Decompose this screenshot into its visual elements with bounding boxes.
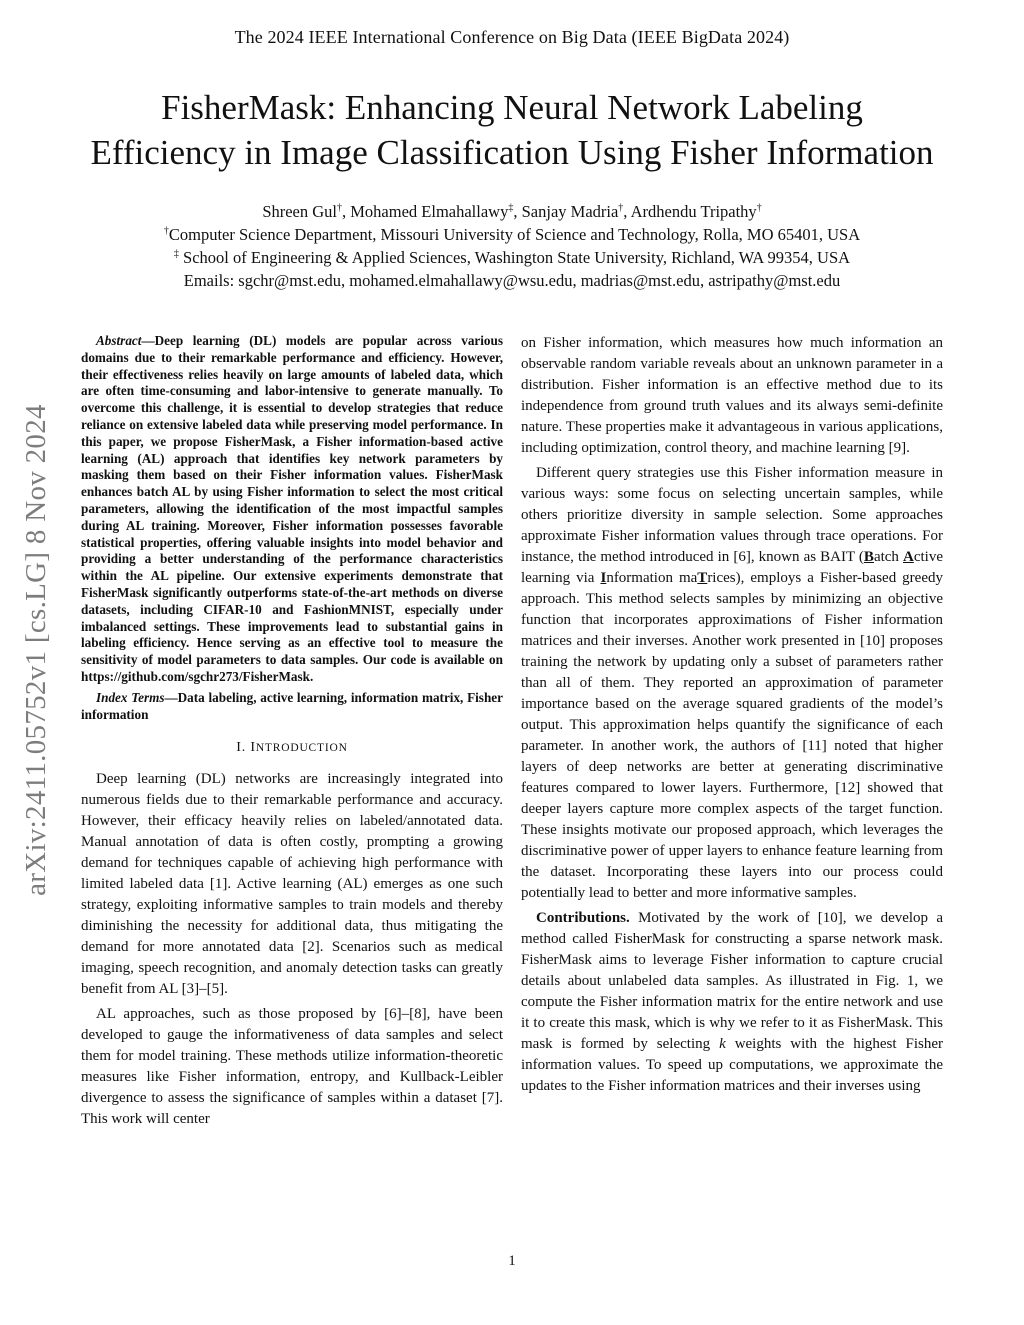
contributions-label: Contributions. [536, 910, 630, 926]
affiliation-mark: ‡ [508, 202, 514, 214]
intro-paragraph: Deep learning (DL) networks are increasingly integrated into numerous fields due to their remarkable performance and accuracy. However, their efficacy heavily relies on labeled/annotated data. Manual annotation of data is often costly, prompting a growing demand for techniques capable of achieving high performance with limited labeled data [1]. Active learning (AL) emerges as one such strategy, exploiting informative samples to train models and thereby diminishing the necessity for additional data, thus mitigating the demand for more annotated data [2]. Scenarios such as medical imaging, speech recognition, and anomaly detection tasks can greatly benefit from AL [3]–[5]. [81, 771, 503, 998]
affiliation-1 [0, 223, 1024, 246]
author-name: Shreen Gul [262, 202, 338, 221]
author-name: Ardhendu Tripathy [630, 202, 757, 221]
author-separator: , [342, 202, 351, 221]
acronym-letter: B [863, 549, 874, 565]
intro-paragraph: AL approaches, such as those proposed by [6]–[8], have been developed to gauge the informativeness of data samples and select them for model training. These methods utilize information-theoretic measures like Fisher information, entropy, and Kullback-Leibler divergence to assess the significance of samples within a dataset [7]. This work will center [81, 1006, 503, 1128]
title-line-1: FisherMask: Enhancing Neural Network Labeling [161, 88, 863, 127]
acronym-letter: I [600, 570, 607, 586]
index-terms-label: Index Terms [96, 689, 165, 705]
text-run: weights with the highest Fisher information values. To speed up computations, we approximate the updates to the Fisher information matrices and their inverses using [521, 1036, 943, 1094]
text-run: Motivated by the work of [10], we develop a method called FisherMask for constructing a sparse network mask. FisherMask aims to leverage Fisher information to capture crucial details about unlabeled data samples. As illustrated in Fig. 1, we compute the Fisher information matrix for the entire network and use it to create this mask, which is why we refer to it as FisherMask. This mask is formed by selecting [521, 910, 943, 1052]
acronym-letter: T [697, 570, 708, 586]
paper-title [40, 85, 984, 175]
affiliation-mark: † [337, 202, 343, 214]
text-run: nformation ma [606, 570, 698, 586]
abstract-label: Abstract [96, 333, 142, 348]
index-terms [81, 690, 503, 724]
text-run: rices) [707, 570, 741, 586]
section-heading-introduction [81, 737, 503, 759]
author-separator: , [513, 202, 522, 221]
body-paragraph: on Fisher information, which measures how much information an observable random variable reveals about an unknown parameter in a distribution. Fisher information is an effective method due to its independence from ground truth values and its always semi-definite nature. These properties make it advantageous in various applications, including optimization, control theory, and machine learning [9]. [521, 335, 943, 456]
section-title-rest: NTRODUCTION [255, 742, 348, 755]
text-run: atch [873, 549, 903, 565]
abstract [81, 333, 503, 686]
acronym-letter: A [903, 549, 914, 565]
affiliation-mark: † [163, 225, 169, 237]
page-number: 1 [508, 1253, 516, 1269]
math-variable: k [719, 1036, 726, 1052]
affiliation-2 [0, 246, 1024, 269]
text-run: , employs a Fisher-based greedy approach. This method selects samples by minimizing an objective function that incorporates approximations of Fisher information matrices and their inverses. Another work presented in [10] proposes training the network by updating only a subset of parameters rather than all of them. They reported an approximation of parameter importance based on the average squared gradients of the model’s output. This approximation helps quantify the significance of each parameter. In another work, the authors of [11] noted that higher layers of deep networks are better at generating discriminative features compared to lower layers. Furthermore, [12] showed that deeper layers capture more complex aspects of the target function. These insights motivate our proposed approach, which leverages the discriminative power of upper layers to enhance feature learning from the dataset. Incorporating these layers into our process could potentially lead to better and more informative samples. [521, 570, 943, 901]
author-separator: , [623, 202, 631, 221]
conference-header: The 2024 IEEE International Conference on Big Data (IEEE BigData 2024) [234, 27, 790, 47]
affiliation-mark: ‡ [173, 248, 179, 260]
text-run: ctive learning via [521, 549, 943, 586]
author-name: Sanjay Madria [521, 202, 619, 221]
arxiv-stamp: arXiv:2411.05752v1 [cs.LG] 8 Nov 2024 [20, 404, 52, 896]
text-run: Different query strategies use this Fisher information measure in various ways: some focus on selecting uncertain samples, while others prioritize diversity in sample selection. Some approaches approximate Fisher information values through trace operations. For instance, the method introduced in [6], known as BAIT ( [521, 465, 943, 565]
contributions-paragraph [521, 908, 943, 1097]
affiliation-mark: † [618, 202, 624, 214]
right-column [521, 333, 943, 1097]
author-names [0, 200, 1024, 223]
body-paragraph [521, 463, 943, 904]
author-name: Mohamed Elmahallawy [350, 202, 509, 221]
author-emails: Emails: sgchr@mst.edu, mohamed.elmahallawy@wsu.edu, madrias@mst.edu, astripathy@mst.edu [183, 271, 841, 290]
affiliation-text: Computer Science Department, Missouri University of Science and Technology, Rolla, MO 65401, USA [168, 225, 861, 244]
affiliation-mark: † [756, 202, 762, 214]
section-title-initial: I [250, 740, 256, 756]
affiliation-text: School of Engineering & Applied Sciences, Washington State University, Richland, WA 99354, USA [178, 248, 851, 267]
abstract-text: —Deep learning (DL) models are popular across various domains due to their remarkable performance and efficiency. However, their effectiveness relies heavily on large amounts of labeled data, which are often time-consuming and labor-intensive to generate manually. To overcome this challenge, it is essential to develop strategies that reduce reliance on extensive labeled data while preserving model performance. In this paper, we propose FisherMask, a Fisher information-based active learning (AL) approach that identifies key network parameters by masking them based on their Fisher information values. FisherMask enhances batch AL by using Fisher information to select the most critical parameters, allowing the identification of the most impactful samples during AL training. Moreover, Fisher information possesses favorable statistical properties, offering valuable insights into model behavior and providing a better understanding of the performance characteristics within the AL pipeline. Our extensive experiments demonstrate that FisherMask significantly outperforms state-of-the-art methods on diverse datasets, including CIFAR-10 and FashionMNIST, especially under imbalanced settings. These improvements lead to substantial gains in labeling efficiency. Hence serving as an effective tool to measure the sensitivity of model parameters to data samples. Our code is available on https://github.com/sgchr273/FisherMask. [81, 333, 503, 684]
title-line-2: Efficiency in Image Classification Using Fisher Information [90, 133, 934, 172]
index-terms-text: —Data labeling, active learning, information matrix, Fisher information [81, 689, 503, 722]
left-column [81, 333, 503, 1130]
section-number: I. [236, 740, 251, 756]
author-block [0, 200, 1024, 292]
